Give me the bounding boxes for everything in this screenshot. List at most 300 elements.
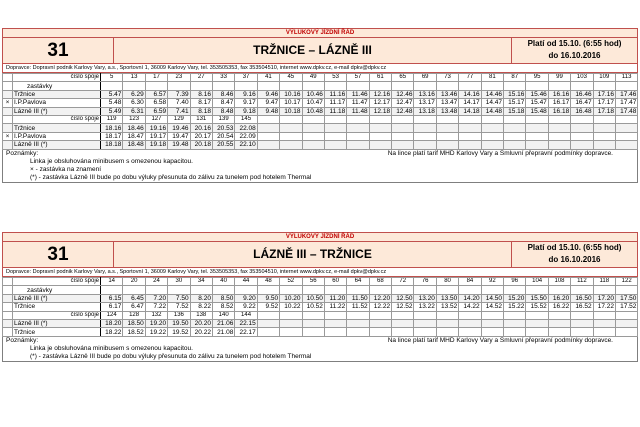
departure-time [392, 319, 414, 327]
trip-number [481, 115, 503, 123]
stop-name: Lázně III (*) [13, 141, 101, 149]
departure-time: 12.50 [392, 294, 414, 302]
departure-time: 7.40 [168, 99, 190, 107]
departure-time: 11.50 [347, 294, 369, 302]
departure-time: 16.47 [571, 99, 593, 107]
departure-time [481, 319, 503, 327]
trip-number [571, 115, 593, 123]
departure-time [302, 328, 324, 336]
departure-time: 6.47 [123, 303, 145, 311]
trip-number [615, 311, 637, 319]
departure-time: 18.50 [123, 319, 145, 327]
trip-number: 48 [257, 278, 279, 286]
departure-time: 10.22 [280, 303, 302, 311]
departure-time: 8.18 [190, 107, 212, 115]
departure-time: 17.22 [593, 303, 615, 311]
departure-time [526, 124, 548, 132]
stop-name: Lázně III (*) [13, 294, 101, 302]
departure-time: 12.20 [369, 294, 391, 302]
departure-time: 9.16 [235, 90, 257, 98]
departure-time: 21.06 [212, 319, 234, 327]
title-row [2, 242, 638, 268]
departure-time [615, 141, 637, 149]
departure-time [593, 124, 615, 132]
stop-name: Lázně III (*) [13, 107, 101, 115]
trip-number: 44 [235, 278, 257, 286]
trip-number [414, 311, 436, 319]
departure-time: 17.47 [615, 99, 637, 107]
line-number: 31 [3, 242, 114, 267]
departure-time [481, 132, 503, 140]
departure-time: 12.17 [369, 99, 391, 107]
trip-number: 129 [168, 115, 190, 123]
departure-time: 18.48 [123, 141, 145, 149]
departure-time [392, 328, 414, 336]
departure-time [548, 132, 570, 140]
departure-time: 19.52 [168, 328, 190, 336]
departure-time: 6.45 [123, 294, 145, 302]
trip-number [347, 311, 369, 319]
departure-time: 13.50 [436, 294, 458, 302]
note-line: (*) - zastávka Lázně III bude po dobu výluky přesunuta do zálivu za tunelem pod hotelem Thermal [30, 173, 312, 181]
departure-time: 16.48 [571, 107, 593, 115]
departure-time [459, 124, 481, 132]
departure-time: 12.48 [392, 107, 414, 115]
departure-time: 19.48 [168, 141, 190, 149]
departure-time: 8.50 [212, 294, 234, 302]
departure-time: 14.46 [481, 90, 503, 98]
trip-number [280, 115, 302, 123]
validity [511, 38, 637, 63]
trip-number: 56 [302, 278, 324, 286]
trip-number [526, 311, 548, 319]
trip-number: 103 [571, 74, 593, 82]
stop-row [3, 319, 638, 327]
departure-time: 20.18 [190, 141, 212, 149]
departure-time [548, 141, 570, 149]
departure-time: 14.52 [481, 303, 503, 311]
timetable-lazne-trznice [2, 232, 638, 362]
departure-time: 6.15 [101, 294, 123, 302]
departure-time [302, 141, 324, 149]
departure-time: 16.46 [571, 90, 593, 98]
trip-number [593, 311, 615, 319]
trip-number [347, 115, 369, 123]
departure-time [481, 328, 503, 336]
departure-time: 8.16 [190, 90, 212, 98]
trip-number: 127 [145, 115, 167, 123]
departure-time [369, 328, 391, 336]
trip-number: 33 [212, 74, 234, 82]
trip-number [459, 115, 481, 123]
route-title: LÁZNĚ III – TRŽNICE [253, 247, 372, 261]
departure-time [436, 141, 458, 149]
note-line: Linka je obsluhována minibusem s omezenou kapacitou. [30, 157, 193, 165]
trip-number: 123 [123, 115, 145, 123]
departure-time [615, 319, 637, 327]
departure-time: 20.16 [190, 124, 212, 132]
notes-heading: Poznámky: [6, 149, 39, 157]
departure-time: 8.20 [190, 294, 212, 302]
departure-time: 18.18 [101, 141, 123, 149]
departure-time [571, 132, 593, 140]
departure-time: 5.48 [101, 99, 123, 107]
departure-time: 17.20 [593, 294, 615, 302]
stops-heading: zastávky [13, 286, 101, 294]
departure-time [414, 141, 436, 149]
timetable-tржnice-lazne [2, 28, 638, 183]
departure-time: 7.41 [168, 107, 190, 115]
departure-time [369, 124, 391, 132]
trip-number-row [3, 311, 638, 319]
trip-number-label: číslo spoje [13, 74, 101, 82]
stop-row [3, 107, 638, 115]
block1 [3, 278, 638, 312]
departure-time: 19.17 [145, 132, 167, 140]
trip-number [369, 115, 391, 123]
departure-time: 8.52 [212, 303, 234, 311]
departure-time [548, 319, 570, 327]
trip-number [526, 115, 548, 123]
departure-time [414, 124, 436, 132]
departure-time [280, 132, 302, 140]
departure-time: 6.59 [145, 107, 167, 115]
trip-number: 53 [324, 74, 346, 82]
trip-number [302, 311, 324, 319]
trip-number-label: číslo spoje [13, 311, 101, 319]
trip-number: 24 [145, 278, 167, 286]
departure-time [571, 319, 593, 327]
trip-number: 144 [235, 311, 257, 319]
departure-time: 14.16 [459, 90, 481, 98]
departure-time: 10.48 [302, 107, 324, 115]
departure-time: 15.16 [504, 90, 526, 98]
departure-time: 20.55 [212, 141, 234, 149]
departure-time: 19.47 [168, 132, 190, 140]
trip-number [481, 311, 503, 319]
departure-time [593, 328, 615, 336]
departure-time: 16.17 [548, 99, 570, 107]
request-stop-mark [3, 294, 13, 302]
departure-time: 16.16 [548, 90, 570, 98]
departure-time: 14.47 [481, 99, 503, 107]
notes [2, 337, 638, 362]
trip-number: 87 [504, 74, 526, 82]
trip-number: 139 [212, 115, 234, 123]
request-stop-mark: × [3, 132, 13, 140]
departure-time: 15.50 [526, 294, 548, 302]
trip-number: 145 [235, 115, 257, 123]
trip-number [548, 115, 570, 123]
trip-number: 68 [369, 278, 391, 286]
trip-number: 64 [347, 278, 369, 286]
departure-time [459, 319, 481, 327]
departure-time: 13.47 [436, 99, 458, 107]
departure-time: 17.18 [593, 107, 615, 115]
departure-time: 15.20 [504, 294, 526, 302]
trip-number [436, 115, 458, 123]
stop-row [3, 124, 638, 132]
trip-number: 104 [526, 278, 548, 286]
departure-time [392, 141, 414, 149]
trip-number: 13 [123, 74, 145, 82]
line-number: 31 [3, 38, 114, 63]
trip-number-label: číslo spoje [13, 115, 101, 123]
departure-time: 15.22 [504, 303, 526, 311]
departure-time: 13.20 [414, 294, 436, 302]
departure-time [369, 132, 391, 140]
trip-number: 5 [101, 74, 123, 82]
trip-number: 132 [145, 311, 167, 319]
departure-time: 10.50 [302, 294, 324, 302]
stop-row [3, 328, 638, 336]
departure-time [436, 132, 458, 140]
departure-time: 14.18 [459, 107, 481, 115]
departure-time [414, 132, 436, 140]
departure-time [504, 319, 526, 327]
departure-time: 13.22 [414, 303, 436, 311]
departure-time: 7.52 [168, 303, 190, 311]
departure-time: 11.48 [347, 107, 369, 115]
departure-time [257, 132, 279, 140]
departure-time: 22.10 [235, 141, 257, 149]
departure-time: 10.47 [302, 99, 324, 107]
departure-time [571, 141, 593, 149]
trip-number [593, 115, 615, 123]
note-line: (*) - zastávka Lázně III bude po dobu výluky přesunuta do zálivu za tunelem pod hotelem Thermal [30, 352, 312, 360]
departure-time: 12.46 [392, 90, 414, 98]
departure-time: 18.16 [101, 124, 123, 132]
departure-time [481, 124, 503, 132]
trip-number: 23 [168, 74, 190, 82]
stop-row [3, 303, 638, 311]
trip-number: 14 [101, 278, 123, 286]
departure-time: 22.17 [235, 328, 257, 336]
departure-time [257, 141, 279, 149]
stop-name: Lázně III (*) [13, 319, 101, 327]
request-stop-mark [3, 107, 13, 115]
departure-time: 12.52 [392, 303, 414, 311]
request-stop-mark: × [3, 99, 13, 107]
departure-time: 9.52 [257, 303, 279, 311]
departure-time: 14.20 [459, 294, 481, 302]
stops-heading-row [3, 286, 638, 294]
trip-number: 108 [548, 278, 570, 286]
trip-number [615, 115, 637, 123]
departure-time [392, 124, 414, 132]
trip-number: 122 [615, 278, 637, 286]
departure-time [280, 328, 302, 336]
trip-number: 61 [369, 74, 391, 82]
departure-time [414, 319, 436, 327]
departure-time: 20.17 [190, 132, 212, 140]
departure-time: 20.20 [190, 319, 212, 327]
departure-time: 11.18 [324, 107, 346, 115]
departure-time [324, 328, 346, 336]
departure-time: 14.22 [459, 303, 481, 311]
trip-number [504, 311, 526, 319]
departure-time [504, 132, 526, 140]
departure-time: 10.52 [302, 303, 324, 311]
departure-time: 8.17 [190, 99, 212, 107]
departure-time: 11.22 [324, 303, 346, 311]
departure-time: 15.47 [526, 99, 548, 107]
departure-time [324, 319, 346, 327]
trip-number: 76 [414, 278, 436, 286]
trip-number: 17 [145, 74, 167, 82]
departure-time [481, 141, 503, 149]
operator-info: Dopravce: Dopravní podnik Karlovy Vary, a.s., Sportovní 1, 36009 Karlovy Vary, tel. 353505353, fax 353504510, internet www.dpkv.cz, e-mail dpkv@dpkv.cz [2, 64, 638, 73]
banner: VÝLUKOVÝ JÍZDNÍ ŘÁD [2, 28, 638, 38]
trip-number: 57 [347, 74, 369, 82]
trip-number: 81 [481, 74, 503, 82]
trip-number-row [3, 74, 638, 82]
departure-time: 13.46 [436, 90, 458, 98]
departure-time: 17.46 [615, 90, 637, 98]
block2 [3, 311, 638, 336]
trip-number [392, 311, 414, 319]
departure-time: 22.08 [235, 124, 257, 132]
departure-time: 12.18 [369, 107, 391, 115]
departure-time: 17.16 [593, 90, 615, 98]
departure-time: 8.48 [212, 107, 234, 115]
departure-time [257, 328, 279, 336]
trip-number: 73 [436, 74, 458, 82]
trip-number-row [3, 278, 638, 286]
request-stop-mark [3, 303, 13, 311]
trip-number [571, 311, 593, 319]
note-line: × - zastávka na znamení [30, 165, 101, 173]
trip-number: 60 [324, 278, 346, 286]
departure-time [615, 132, 637, 140]
departure-time: 20.53 [212, 124, 234, 132]
trip-number: 118 [593, 278, 615, 286]
departure-time: 8.46 [212, 90, 234, 98]
departure-time: 6.29 [123, 90, 145, 98]
trip-number-label: číslo spoje [13, 278, 101, 286]
tariff-note: Na lince platí tarif MHD Karlovy Vary a Smluvní přepravní podmínky dopravce. [387, 149, 613, 157]
trip-number: 140 [212, 311, 234, 319]
departure-time [459, 328, 481, 336]
departure-time: 20.54 [212, 132, 234, 140]
stop-name: I.P.Pavlova [13, 99, 101, 107]
validity [511, 242, 637, 267]
trip-number: 45 [280, 74, 302, 82]
stop-name: Tržnice [13, 328, 101, 336]
trip-number: 131 [190, 115, 212, 123]
departure-time [347, 124, 369, 132]
trip-number [369, 311, 391, 319]
trip-number: 69 [414, 74, 436, 82]
departure-time: 17.48 [615, 107, 637, 115]
departure-time: 9.46 [257, 90, 279, 98]
trip-number [436, 311, 458, 319]
departure-time [571, 124, 593, 132]
trip-number: 112 [571, 278, 593, 286]
tariff-note: Na lince platí tarif MHD Karlovy Vary a Smluvní přepravní podmínky dopravce. [387, 336, 613, 344]
departure-time: 6.17 [101, 303, 123, 311]
departure-time [280, 124, 302, 132]
departure-time [369, 319, 391, 327]
departure-time [459, 132, 481, 140]
departure-time: 13.18 [414, 107, 436, 115]
departure-time: 18.17 [101, 132, 123, 140]
departure-time [504, 124, 526, 132]
trip-number: 92 [481, 278, 503, 286]
departure-time: 6.31 [123, 107, 145, 115]
departure-time: 16.20 [548, 294, 570, 302]
departure-time: 9.17 [235, 99, 257, 107]
trip-number: 128 [123, 311, 145, 319]
departure-time [526, 132, 548, 140]
departure-time [302, 132, 324, 140]
trip-number: 138 [190, 311, 212, 319]
departure-time: 11.17 [324, 99, 346, 107]
departure-time: 11.47 [347, 99, 369, 107]
trip-number [324, 311, 346, 319]
trip-number: 52 [280, 278, 302, 286]
departure-time: 5.47 [101, 90, 123, 98]
departure-time [459, 141, 481, 149]
trip-number: 109 [593, 74, 615, 82]
stops-heading: zastávky [13, 82, 101, 90]
departure-time: 22.15 [235, 319, 257, 327]
trip-number: 27 [190, 74, 212, 82]
trip-number: 80 [436, 278, 458, 286]
trip-number [459, 311, 481, 319]
departure-time: 19.20 [145, 319, 167, 327]
departure-time [369, 141, 391, 149]
departure-time: 17.17 [593, 99, 615, 107]
departure-time: 15.52 [526, 303, 548, 311]
departure-time: 15.48 [526, 107, 548, 115]
trip-number [324, 115, 346, 123]
departure-time: 18.47 [123, 132, 145, 140]
departure-time: 12.22 [369, 303, 391, 311]
request-stop-mark [3, 124, 13, 132]
departure-time: 10.16 [280, 90, 302, 98]
departure-time: 13.52 [436, 303, 458, 311]
departure-time: 19.46 [168, 124, 190, 132]
departure-time: 16.50 [571, 294, 593, 302]
departure-time: 19.50 [168, 319, 190, 327]
trip-number: 49 [302, 74, 324, 82]
departure-time: 13.48 [436, 107, 458, 115]
trip-number: 20 [123, 278, 145, 286]
departure-time [324, 141, 346, 149]
departure-time: 19.22 [145, 328, 167, 336]
trip-number: 99 [548, 74, 570, 82]
departure-time [324, 132, 346, 140]
departure-time: 17.52 [615, 303, 637, 311]
departure-time: 9.50 [257, 294, 279, 302]
valid-from: Platí od 15.10. (6:55 hod) [527, 39, 622, 48]
departure-time [571, 328, 593, 336]
departure-time: 10.46 [302, 90, 324, 98]
departure-time [526, 141, 548, 149]
trip-number: 95 [526, 74, 548, 82]
departure-time: 10.20 [280, 294, 302, 302]
stops-heading-row [3, 82, 638, 90]
departure-time [615, 124, 637, 132]
trip-number-row [3, 115, 638, 123]
stop-row [3, 90, 638, 98]
trip-number: 65 [392, 74, 414, 82]
banner: VÝLUKOVÝ JÍZDNÍ ŘÁD [2, 232, 638, 242]
departure-time: 9.22 [235, 303, 257, 311]
departure-time [526, 328, 548, 336]
departure-time: 11.52 [347, 303, 369, 311]
